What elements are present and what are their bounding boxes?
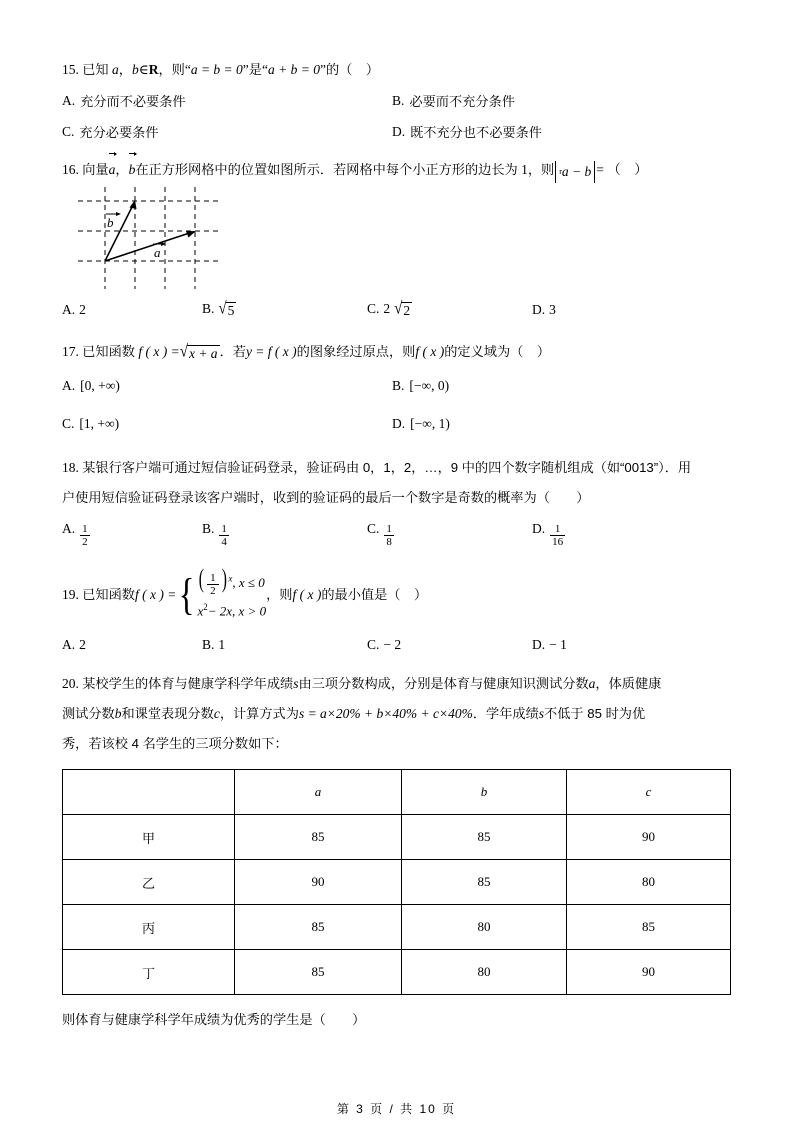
table-row-3-b: 80	[402, 905, 567, 950]
question-18-option-D-denominator: 16	[552, 536, 564, 548]
vector-a-label	[153, 242, 166, 260]
question-16-vector-b: b	[129, 153, 136, 185]
question-18-option-C[interactable]	[367, 521, 532, 550]
table-row-1-c: 90	[567, 815, 731, 860]
table-row-1-a: 85	[235, 815, 402, 860]
question-15-option-B[interactable]	[392, 91, 722, 110]
vector-b-label	[106, 212, 121, 230]
question-16-side-length: 1	[521, 162, 528, 177]
question-17-option-A-text: [0, +∞)	[80, 378, 120, 393]
question-15-option-D[interactable]	[392, 122, 722, 141]
question-20-stem-text-1a: 某校学生的体育与健康学科学年成绩	[82, 676, 294, 691]
question-18-option-B[interactable]	[202, 521, 367, 550]
question-16-option-D-label: D.	[532, 302, 546, 317]
table-row-1-b: 85	[402, 815, 567, 860]
question-20-stem-line-1	[62, 669, 731, 699]
question-19-function-def: f ( x ) =	[135, 587, 177, 602]
question-15-option-B-label: B.	[392, 92, 405, 108]
question-18-option-A[interactable]	[62, 521, 202, 550]
page-footer: 第 3 页 / 共 10 页	[336, 1102, 457, 1116]
question-20-stem-text-2e: 不低于 85 时为优	[544, 706, 646, 721]
question-20-stem-text-2d: ．学年成绩	[472, 706, 539, 721]
question-17-options	[62, 367, 731, 443]
question-20-stem-text-1c: ，体质健康	[595, 676, 662, 691]
question-17	[62, 337, 731, 443]
question-19-case-2-rest: − 2x, x > 0	[207, 603, 267, 619]
question-16-option-C-coefficient: 2	[383, 301, 391, 317]
question-19-option-D[interactable]	[532, 637, 692, 653]
table-row-2-b: 85	[402, 860, 567, 905]
table-row	[63, 815, 731, 860]
question-20-stem-text-2c: ，计算方式为	[219, 706, 299, 721]
question-19-option-D-label: D.	[532, 637, 546, 652]
question-16-option-C-sqrt: √ 2	[394, 299, 411, 319]
scores-table	[62, 769, 731, 995]
question-18-stem-line-2	[62, 483, 731, 513]
question-16-options	[62, 293, 731, 327]
question-17-graph-expr: y = f ( x )	[245, 344, 297, 359]
question-18-option-B-label: B.	[202, 520, 215, 536]
question-15-option-C[interactable]	[62, 122, 392, 141]
question-18-option-D-numerator: 1	[554, 522, 561, 535]
question-17-stem-text-1: 已知函数	[82, 344, 135, 359]
question-19-case-2-exponent: 2	[203, 601, 208, 612]
question-16-stem	[62, 153, 731, 185]
question-16-figure-area	[62, 185, 731, 293]
question-15-var-b: b	[131, 62, 139, 77]
question-19-option-C-label: C.	[367, 637, 380, 652]
left-paren-icon: (	[199, 564, 205, 594]
question-18-option-A-numerator: 1	[82, 522, 88, 535]
question-16-option-B[interactable]	[202, 301, 367, 319]
question-15-var-a: a	[112, 62, 119, 77]
vector-grid-figure	[70, 185, 280, 290]
question-18-option-A-denominator: 2	[82, 536, 88, 548]
question-17-option-row-1	[62, 367, 731, 405]
question-17-stem-text-2: ．若	[219, 344, 246, 359]
question-15-option-C-text: 充分必要条件	[79, 125, 159, 140]
question-17-option-C-text: [1, +∞)	[79, 416, 120, 431]
question-19-option-A[interactable]	[62, 637, 202, 653]
question-19-case-2	[197, 601, 266, 621]
question-17-option-A[interactable]	[62, 378, 392, 394]
question-20-stem-text-1b: 由三项分数构成，分别是体育与健康知识测试分数	[298, 676, 589, 691]
question-16-abs-expression: r a − b	[555, 161, 595, 183]
svg-text:b: b	[107, 215, 114, 230]
question-17-option-D-text: [−∞, 1)	[410, 416, 450, 431]
question-16-option-C-radicand: 2	[403, 303, 411, 319]
question-18-option-B-fraction	[219, 523, 229, 549]
table-row-3-a: 85	[235, 905, 402, 950]
question-16-option-D[interactable]	[532, 302, 692, 318]
question-16-vector-a: a	[109, 153, 116, 185]
question-18-option-C-denominator: 8	[386, 536, 392, 548]
question-18-stem-text-2: 户使用短信验证码登录该客户端时，收到的验证码的最后一个数字是奇数的概率为（ ）	[62, 490, 590, 505]
question-17-radicand: x + a	[188, 346, 218, 361]
question-16-option-C[interactable]	[367, 301, 532, 319]
table-row-2-name: 乙	[63, 860, 235, 905]
question-19-stem-text-1: 已知函数	[82, 587, 135, 602]
question-16-stem-text-2: 在正方形网格中的位置如图所示．若网格中每个小正方形的边长为	[135, 162, 518, 177]
question-19-option-C[interactable]	[367, 637, 532, 653]
svg-text:a: a	[154, 245, 161, 260]
question-15-condition-2: a + b = 0	[267, 62, 320, 77]
question-17-option-B[interactable]	[392, 378, 722, 394]
question-16-option-C-label: C.	[367, 301, 380, 317]
question-16-option-D-text: 3	[549, 302, 556, 317]
question-20-number: 20.	[62, 676, 79, 691]
table-row-4-name: 丁	[63, 950, 235, 995]
question-18-number: 18.	[62, 460, 79, 475]
question-19-function-ref: f ( x )	[292, 587, 322, 602]
question-18-option-B-denominator: 4	[221, 536, 227, 548]
question-17-stem	[62, 337, 731, 367]
question-19-stem	[62, 563, 731, 627]
question-19-case-1-base	[207, 572, 219, 597]
question-18-options	[62, 513, 731, 557]
question-19-case-1-denominator: 2	[207, 584, 219, 597]
question-15-stem: 15. 已知 a，b∈R，则“a = b = 0”是“a + b = 0”的（ ）	[62, 62, 380, 77]
question-16-comma: ，	[115, 162, 129, 177]
question-16-option-B-label: B.	[202, 301, 215, 317]
question-16	[62, 153, 731, 327]
question-18-stem-line-1	[62, 453, 731, 483]
question-17-option-C[interactable]	[62, 416, 392, 432]
table-header-c: c	[567, 770, 731, 815]
question-15-set-R: R	[148, 62, 159, 77]
question-20-var-a: a	[588, 676, 596, 691]
question-20-stem-text-2b: 和课堂表现分数	[121, 706, 214, 721]
table-row-4-c: 90	[567, 950, 731, 995]
question-19-case-1-condition: , x ≤ 0	[232, 575, 265, 591]
question-17-close: ）	[536, 344, 551, 359]
question-18-option-D-fraction	[550, 523, 565, 549]
table-row	[63, 860, 731, 905]
question-19-stem-text-3: 的最小值是（	[321, 587, 401, 602]
question-15-options	[62, 85, 731, 147]
table-header-a: a	[235, 770, 402, 815]
question-15-option-C-label: C.	[62, 123, 75, 139]
question-19-case-1-exponent: x	[228, 573, 233, 584]
table-header-b: b	[402, 770, 567, 815]
question-17-stem-text-4: 的定义域为（	[444, 344, 524, 359]
question-19-option-D-text: − 1	[549, 637, 567, 652]
question-15-comma: ，	[118, 62, 132, 77]
question-19-piecewise	[176, 564, 267, 620]
question-19-stem-text-2: ，则	[266, 587, 293, 602]
question-20-var-s-1: s	[293, 676, 299, 691]
question-17-option-A-label: A.	[62, 378, 76, 393]
question-19-case-1-numerator: 1	[210, 571, 216, 584]
question-15-option-row-1	[62, 85, 731, 116]
vector-a-arrow	[105, 231, 196, 261]
question-20-stem-line-3	[62, 729, 731, 759]
question-19-case-2-base: x	[197, 603, 204, 619]
question-19-option-B-text: 1	[218, 637, 226, 652]
question-17-option-D-label: D.	[392, 416, 406, 431]
question-18-option-C-numerator: 1	[386, 522, 392, 535]
question-15-in-symbol: ∈	[138, 62, 149, 77]
question-15-option-row-2	[62, 116, 731, 147]
table-row-4-a: 85	[235, 950, 402, 995]
question-17-option-row-2	[62, 405, 731, 443]
question-15	[62, 55, 731, 147]
question-20	[62, 669, 731, 1035]
table-header-blank	[63, 770, 235, 815]
question-16-number: 16.	[62, 162, 79, 177]
question-18	[62, 453, 731, 557]
question-20-stem-text-2a: 测试分数	[62, 706, 115, 721]
question-15-option-D-label: D.	[392, 123, 406, 139]
question-16-option-A[interactable]	[62, 302, 202, 318]
question-17-number: 17.	[62, 344, 79, 359]
question-17-option-D[interactable]	[392, 416, 722, 432]
question-20-stem-text-3: 秀，若该校 4 名学生的三项分数如下：	[62, 736, 288, 751]
question-19-option-A-label: A.	[62, 637, 76, 652]
question-17-stem-text-3: 的图象经过原点，则	[296, 344, 416, 359]
question-16-equals: = （	[596, 162, 621, 177]
question-15-option-B-text: 必要而不充分条件	[409, 94, 515, 109]
question-17-sqrt: √ x + a	[179, 342, 218, 362]
table-header-row	[63, 770, 731, 815]
table-row-3-name: 丙	[63, 905, 235, 950]
question-15-option-D-text: 既不充分也不必要条件	[410, 125, 542, 140]
grid-lines	[78, 187, 222, 289]
question-16-abs-inner: a − b	[561, 164, 592, 179]
question-18-option-C-fraction	[384, 523, 394, 549]
question-18-option-A-label: A.	[62, 520, 76, 536]
question-19-close: ）	[413, 587, 428, 602]
question-15-stem-text-1: 已知	[82, 62, 109, 77]
question-19-option-C-text: − 2	[383, 637, 402, 652]
right-paren-icon: )	[221, 564, 227, 594]
question-18-stem-text-1: 某银行客户端可通过短信验证码登录，验证码由 0，1，2，…，9 中的四个数字随机组成（如“0013”）．用	[82, 460, 692, 475]
question-17-option-B-text: [−∞, 0)	[409, 378, 450, 393]
question-20-var-c: c	[213, 706, 220, 721]
table-row-2-c: 80	[567, 860, 731, 905]
question-16-option-A-label: A.	[62, 302, 76, 317]
question-17-function-def: f ( x ) =	[138, 344, 180, 359]
question-19-option-B-label: B.	[202, 637, 215, 652]
question-16-option-B-sqrt: √ 5	[218, 299, 235, 319]
question-15-stem-text-4: 的（	[325, 62, 353, 77]
question-19-option-B[interactable]	[202, 637, 367, 653]
question-16-option-B-radicand: 5	[227, 303, 235, 319]
question-19	[62, 563, 731, 663]
question-17-option-C-label: C.	[62, 416, 75, 431]
question-16-stem-text-1: 向量	[82, 162, 109, 177]
question-15-option-A-text: 充分而不必要条件	[80, 94, 186, 109]
question-16-stem-text-3: ，则	[527, 162, 555, 177]
question-19-number: 19.	[62, 587, 79, 602]
question-18-option-C-label: C.	[367, 520, 380, 536]
table-row-1-name: 甲	[63, 815, 235, 860]
question-15-stem-text-2: ，则	[158, 62, 185, 77]
question-18-option-D[interactable]	[532, 521, 692, 550]
question-15-number: 15.	[62, 62, 79, 77]
question-20-stem-line-2	[62, 699, 731, 729]
question-17-option-B-label: B.	[392, 378, 405, 393]
question-19-options	[62, 627, 731, 663]
question-18-option-A-fraction	[80, 523, 90, 549]
piecewise-brace-icon: {	[178, 569, 195, 619]
question-16-option-A-text: 2	[79, 302, 86, 317]
question-20-tail: 则体育与健康学科学年成绩为优秀的学生是（ ）	[62, 1012, 366, 1027]
table-row-2-a: 90	[235, 860, 402, 905]
question-18-option-B-numerator: 1	[221, 522, 227, 535]
question-20-formula: s = a×20% + b×40% + c×40%	[298, 706, 473, 721]
question-15-stem-text-3: 是	[248, 62, 262, 77]
table-row	[63, 905, 731, 950]
question-16-close: ）	[634, 162, 648, 177]
question-20-var-s-2: s	[538, 706, 545, 721]
question-19-option-A-text: 2	[79, 637, 86, 652]
question-15-condition-1: a = b = 0	[190, 62, 243, 77]
table-row-4-b: 80	[402, 950, 567, 995]
table-row	[63, 950, 731, 995]
question-19-case-1	[197, 564, 266, 597]
question-20-var-b: b	[114, 706, 122, 721]
question-17-function-ref: f ( x )	[415, 344, 445, 359]
question-15-stem-close: ）	[365, 62, 380, 77]
question-15-option-A[interactable]	[62, 91, 392, 110]
table-row-3-c: 85	[567, 905, 731, 950]
question-15-option-A-label: A.	[62, 92, 76, 108]
question-18-option-D-label: D.	[532, 520, 546, 536]
